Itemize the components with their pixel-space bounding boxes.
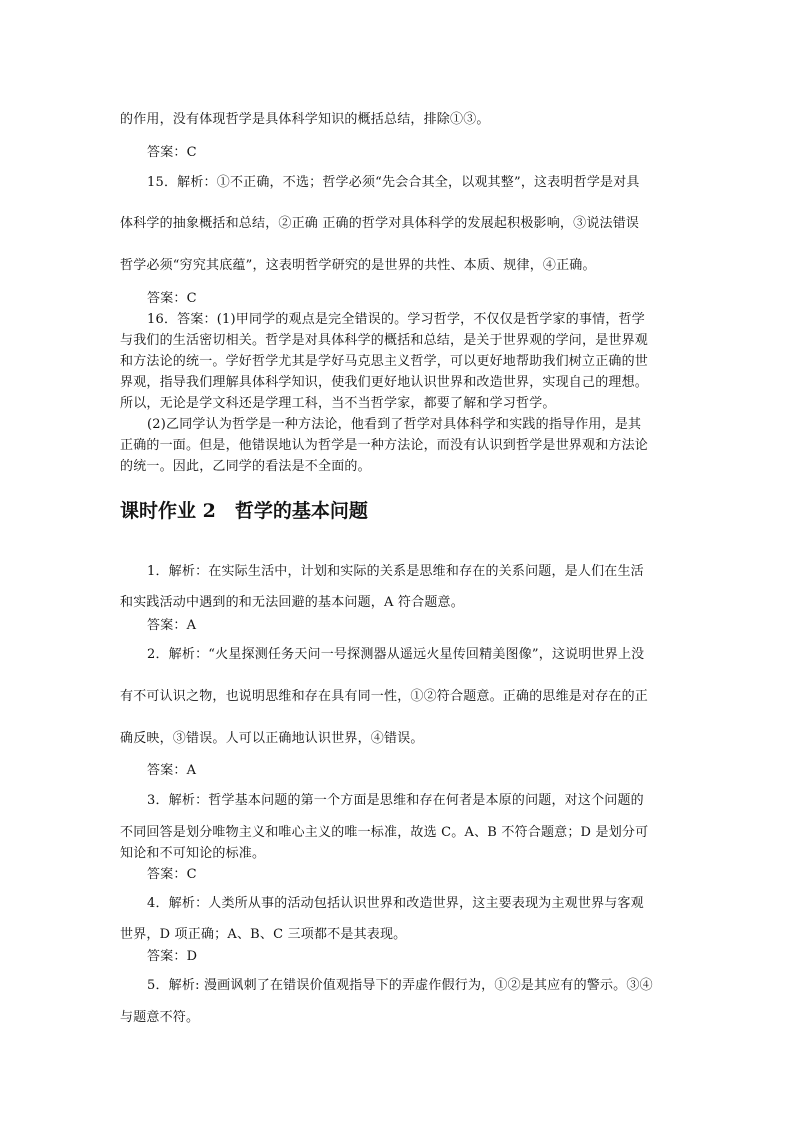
text-line: 5．解析: 漫画讽刺了在错误价值观指导下的弄虚作假行为，①②是其应有的警示。③④	[147, 978, 653, 993]
text-line: 与我们的生活密切相关。哲学是对具体科学的概括和总结，是关于世界观的学问，是世界观	[120, 333, 649, 348]
text-line: 答案：A	[147, 618, 197, 633]
text-line: 正确的一面。但是，他错误地认为哲学是一种方法论，而没有认识到哲学是世界观和方法论	[120, 438, 649, 453]
text-line: 界观，指导我们理解具体科学知识，使我们更好地认识世界和改造世界，实现自己的理想。	[120, 375, 649, 390]
text-line: 确反映，③错误。人可以正确地认识世界，④错误。	[120, 731, 424, 746]
text-line: 体科学的抽象概括和总结，②正确 正确的哲学对具体科学的发展起积极影响，③说法错误	[120, 216, 640, 231]
text-line: 的统一。因此，乙同学的看法是不全面的。	[120, 459, 371, 474]
text-line: 答案：C	[147, 867, 197, 882]
text-line: 的作用，没有体现哲学是具体科学知识的概括总结，排除①③。	[120, 112, 490, 127]
text-line: 哲学必须“穷究其底蕴”，这表明哲学研究的是世界的共性、本质、规律，④正确。	[120, 258, 596, 273]
text-line: 和实践活动中遇到的和无法回避的基本问题，A 符合题意。	[120, 595, 464, 610]
text-line: 不同回答是划分唯物主义和唯心主义的唯一标准，故选 C。A、B 不符合题意；D 是划分可	[120, 825, 649, 840]
section-heading: 课时作业 2 哲学的基本问题	[120, 500, 368, 522]
text-line: 16．答案：(1)甲同学的观点是完全错误的。学习哲学，不仅仅是哲学家的事情，哲学	[147, 312, 645, 327]
text-line: 知论和不可知论的标准。	[120, 846, 266, 861]
text-line: 和方法论的统一。学好哲学尤其是学好马克思主义哲学，可以更好地帮助我们树立正确的世	[120, 354, 649, 369]
text-line: 有不可认识之物，也说明思维和存在具有同一性，①②符合题意。正确的思维是对存在的正	[120, 689, 649, 704]
text-line: 3．解析：哲学基本问题的第一个方面是思维和存在何者是本原的问题，对这个问题的	[147, 793, 644, 808]
text-line: 答案：C	[147, 291, 197, 306]
text-line: 答案：D	[147, 949, 198, 964]
text-line: 所以，无论是学文科还是学理工科，当不当哲学家，都要了解和学习哲学。	[120, 396, 556, 411]
text-line: 与题意不符。	[120, 1010, 200, 1025]
text-line: (2)乙同学认为哲学是一种方法论，他看到了哲学对具体科学和实践的指导作用，是其	[147, 417, 642, 432]
text-line: 1．解析：在实际生活中，计划和实际的关系是思维和存在的关系问题，是人们在生活	[147, 564, 644, 579]
text-line: 2．解析：“火星探测任务天问一号探测器从遥远火星传回精美图像”，这说明世界上没	[147, 647, 645, 662]
text-line: 答案：C	[147, 145, 197, 160]
text-line: 15．解析：①不正确，不选；哲学必须“先会合其全，以观其整”，这表明哲学是对具	[147, 175, 640, 190]
text-line: 答案：A	[147, 763, 197, 778]
text-line: 4．解析：人类所从事的活动包括认识世界和改造世界，这主要表现为主观世界与客观	[147, 896, 644, 911]
text-line: 世界，D 项正确；A、B、C 三项都不是其表现。	[120, 927, 407, 942]
